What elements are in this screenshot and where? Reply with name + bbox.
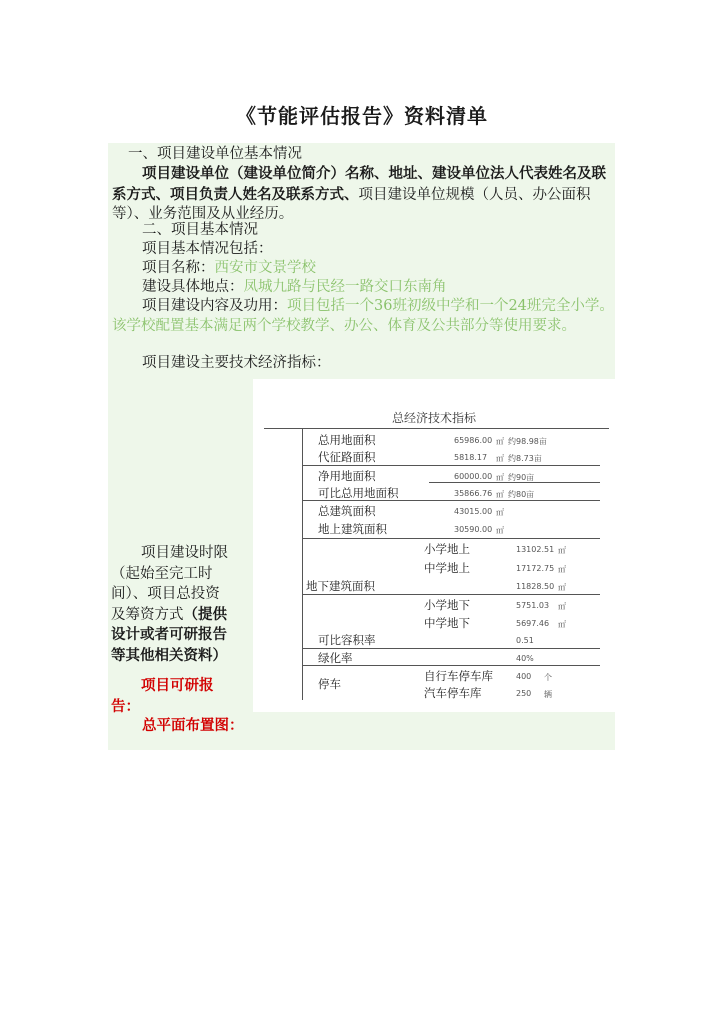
row-total-land-value: 65986.00: [454, 436, 493, 445]
table-rule: [264, 428, 609, 429]
project-name-line: [112, 259, 612, 279]
row-underground-value: 11828.50: [516, 582, 555, 591]
row-comparable-land-mu: 约80亩: [508, 490, 535, 499]
row-middle-under-label: 中学地下: [424, 616, 470, 630]
row-underground-unit: ㎡: [558, 583, 566, 592]
indicators-table-title: 总经济技术指标: [391, 411, 476, 425]
row-above-ground-value: 30590.00: [454, 525, 493, 534]
row-net-land-unit: ㎡: [496, 473, 504, 482]
row-middle-above-unit: ㎡: [558, 565, 566, 574]
row-green-label: 绿化率: [318, 651, 353, 665]
row-underground-label: 地下建筑面积: [306, 579, 375, 593]
section2-heading: 二、项目基本情况: [142, 222, 258, 238]
row-green-value: 40%: [516, 654, 534, 663]
section1-bold-text: 项目建设单位（建设单位简介）名称、地址、建设单位法人代表姓名及联系方式、项目负责人姓名及联系方式、: [112, 165, 606, 203]
row-total-floor-unit: ㎡: [496, 508, 504, 517]
row-bike-parking-unit: 个: [544, 673, 552, 682]
layout-plan-label: 总平面布置图：: [142, 717, 244, 734]
row-middle-above-label: 中学地上: [424, 561, 470, 575]
table-rule: [302, 428, 303, 700]
row-car-parking-unit: 辆: [544, 690, 552, 699]
row-car-parking-label: 汽车停车库: [424, 686, 482, 700]
row-primary-under-unit: ㎡: [558, 602, 566, 611]
section1-normal-text: 项目建设单位规模（人员、办公面积等）、业务范围及从业经历。: [112, 186, 591, 222]
row-middle-above-value: 17172.75: [516, 564, 555, 573]
project-period-text: [111, 543, 231, 666]
section2-intro: 项目基本情况包括：: [142, 241, 273, 257]
table-rule: [302, 538, 600, 539]
row-primary-above-unit: ㎡: [558, 546, 566, 555]
section1-body: [112, 164, 614, 225]
row-primary-above-value: 13102.51: [516, 545, 555, 554]
row-middle-under-unit: ㎡: [558, 620, 566, 629]
row-road-mu: 约8.73亩: [508, 454, 542, 463]
project-content-paragraph: [112, 297, 614, 336]
row-total-floor-label: 总建筑面积: [318, 504, 376, 518]
row-total-floor-value: 43015.00: [454, 507, 493, 516]
row-road-value: 5818.17: [454, 453, 488, 462]
project-period-normal: 项目建设时限（起始至完工时间）、项目总投资及筹资方式: [111, 545, 228, 623]
row-comparable-land-value: 35866.76: [454, 489, 493, 498]
row-net-land-mu: 约90亩: [508, 473, 535, 482]
row-total-land-label: 总用地面积: [318, 433, 376, 447]
row-total-land-unit: ㎡: [496, 437, 504, 446]
project-name-label: 项目名称：: [142, 260, 215, 276]
section1-heading: 一、项目建设单位基本情况: [128, 146, 302, 162]
row-total-land-mu: 约98.98亩: [508, 437, 547, 446]
row-net-land-label: 净用地面积: [318, 469, 376, 483]
row-above-ground-label: 地上建筑面积: [318, 522, 387, 536]
table-rule: [302, 465, 600, 466]
row-bike-parking-label: 自行车停车库: [424, 669, 493, 683]
row-road-label: 代征路面积: [318, 450, 376, 464]
indicators-label: 项目建设主要技术经济指标：: [142, 355, 331, 371]
project-location-value: 凤城九路与民经一路交口东南角: [243, 279, 447, 295]
table-rule: [302, 594, 600, 595]
row-parking-label: 停车: [318, 677, 341, 691]
row-net-land-value: 60000.00: [454, 472, 493, 481]
project-content-label: 项目建设内容及功用：: [142, 298, 287, 314]
project-location-label: 建设具体地点：: [142, 279, 244, 295]
row-car-parking-value: 250: [516, 689, 532, 698]
document-title: 《节能评估报告》资料清单: [236, 104, 488, 128]
row-primary-above-label: 小学地上: [424, 542, 470, 556]
row-middle-under-value: 5697.46: [516, 619, 550, 628]
project-content-value: 项目包括一个36班初级中学和一个24班完全小学。该学校配置基本满足两个学校教学、办公、体育及公共部分等使用要求。: [112, 298, 614, 334]
project-period-bold: （提供设计或者可研报告等其他相关资料）: [111, 605, 227, 664]
row-above-ground-unit: ㎡: [496, 526, 504, 535]
project-name-value: 西安市文景学校: [214, 260, 316, 276]
row-far-value: 0.51: [516, 636, 534, 645]
row-comparable-land-unit: ㎡: [496, 490, 504, 499]
row-road-unit: ㎡: [496, 454, 504, 463]
feasibility-report-label: 项目可研报告：: [111, 677, 214, 715]
row-primary-under-value: 5751.03: [516, 601, 550, 610]
technical-indicators-table-image: [254, 380, 614, 710]
row-primary-under-label: 小学地下: [424, 598, 470, 612]
row-far-label: 可比容积率: [318, 633, 376, 647]
row-bike-parking-value: 400: [516, 672, 532, 681]
row-comparable-land-label: 可比总用地面积: [318, 486, 399, 500]
project-location-line: [112, 278, 612, 298]
table-rule: [302, 648, 600, 649]
